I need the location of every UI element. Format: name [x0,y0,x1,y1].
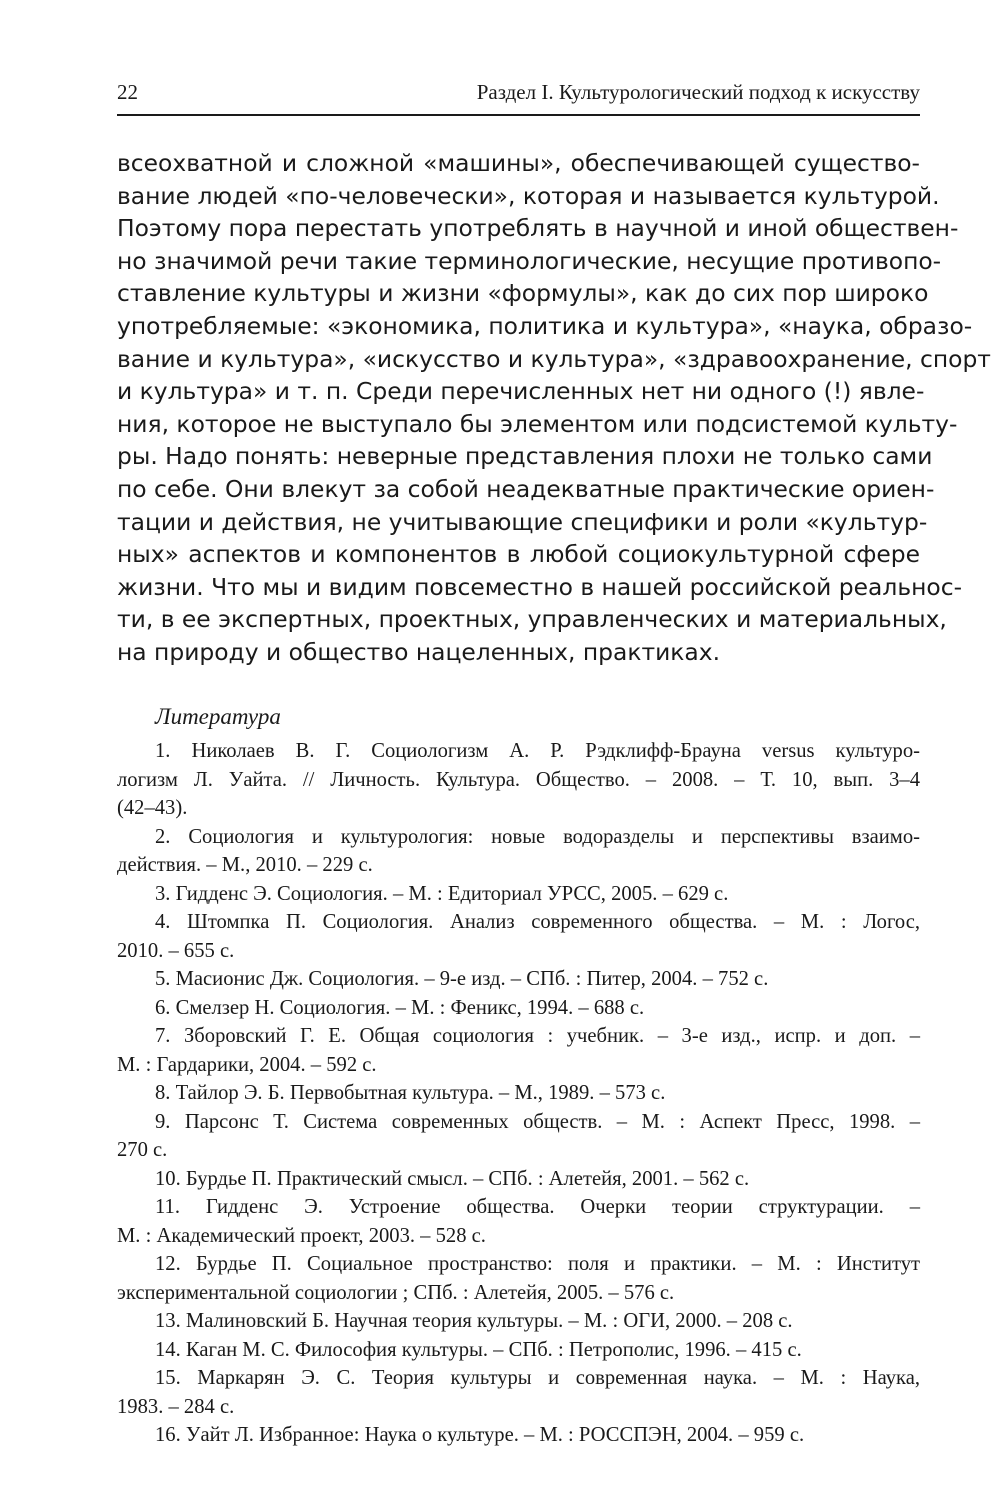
reference-line: 13. Малиновский Б. Научная теория культуры. – М. : ОГИ, 2000. – 208 с. [155,1310,793,1332]
body-line: на природу и общество нацеленных, практиках. [117,637,721,666]
reference-line: 1. Николаев В. Г. Социологизм А. Р. Рэдклифф-Брауна versus культуро- [155,740,920,762]
body-line: ставление культуры и жизни «формулы», как до сих пор широко [117,279,929,308]
reference-line: 15. Маркарян Э. С. Теория культуры и современная наука. – М. : Наука, [155,1367,920,1389]
reference-line: 9. Парсонс Т. Система современных обществ. – М. : Аспект Пресс, 1998. – [155,1110,920,1133]
running-header [117,80,920,116]
reference-line: 2. Социология и культурология: новые водоразделы и перспективы взаимо- [155,825,920,848]
reference-line: 3. Гидденс Э. Социология. – М. : Едиториал УРСС, 2005. – 629 с. [155,882,729,905]
body-line: Поэтому пора перестать употреблять в научной и иной обществен- [117,214,959,243]
body-line: но значимой речи такие терминологические, несущие противопо- [117,246,942,275]
reference-line: 16. Уайт Л. Избранное: Наука о культуре. – М. : РОССПЭН, 2004. – 959 с. [155,1424,805,1446]
reference-line: 12. Бурдье П. Социальное пространство: поля и практики. – М. : Институт [155,1253,920,1275]
reference-line: действия. – М., 2010. – 229 с. [117,854,373,876]
body-line: ти, в ее экспертных, проектных, управленческих и материальных, [117,605,947,634]
body-line: тации и действия, не учитывающие специфики и роли «культур- [117,507,928,536]
reference-line: 270 с. [117,1139,168,1161]
body-line: по себе. Они влекут за собой неадекватные практические ориен- [117,474,935,503]
reference-line: 11. Гидденс Э. Устроение общества. Очерки теории структурации. – [155,1196,920,1218]
reference-line: 6. Смелзер Н. Социология. – М. : Феникс, 1994. – 688 с. [155,996,645,1019]
reference-line: 10. Бурдье П. Практический смысл. – СПб. : Алетейя, 2001. – 562 с. [155,1167,750,1190]
reference-line: 2010. – 655 с. [117,939,235,962]
reference-line: экспериментальной социологии ; СПб. : Алетейя, 2005. – 576 с. [117,1281,675,1304]
reference-list [117,737,920,1450]
body-line: ния, которое не выступало бы элементом или подсистемой культу- [117,409,958,438]
body-paragraph [117,147,991,669]
reference-line: логизм Л. Уайта. // Личность. Культура. Общество. – 2008. – Т. 10, вып. 3–4 [117,768,920,791]
reference-line: 5. Масионис Дж. Социология. – 9-е изд. – СПб. : Питер, 2004. – 752 с. [155,968,769,990]
page-number: 22 [117,80,138,104]
reference-line: 8. Тайлор Э. Б. Первобытная культура. – М., 1989. – 573 с. [155,1082,666,1104]
body-line: всеохватной и сложной «машины», обеспечивающей существо- [117,149,920,177]
section-title: Раздел I. Культурологический подход к искусству [476,80,920,104]
body-line: вание и культура», «искусство и культура», «здравоохранение, спорт [117,344,991,373]
body-line: жизни. Что мы и видим повсеместно в нашей российской реальнос- [117,572,963,601]
body-line: ных» аспектов и компонентов в любой социокультурной сфере [117,540,920,569]
reference-line: 14. Каган М. С. Философия культуры. – СПб. : Петрополис, 1996. – 415 с. [155,1338,802,1361]
reference-line: М. : Академический проект, 2003. – 528 с. [117,1224,486,1247]
reference-line: 4. Штомпка П. Социология. Анализ современного общества. – М. : Логос, [155,911,920,933]
literature-heading: Литература [155,704,281,729]
reference-line: (42–43). [117,797,188,819]
body-line: ры. Надо понять: неверные представления плохи не только сами [117,442,933,471]
reference-line: 1983. – 284 с. [117,1395,235,1418]
body-line: употребляемые: «экономика, политика и культура», «наука, образо- [117,311,973,340]
body-line: и культура» и т. п. Среди перечисленных нет ни одного (!) явле- [117,377,925,406]
reference-line: 7. Зборовский Г. Е. Общая социология : учебник. – 3-е изд., испр. и доп. – [155,1025,920,1047]
body-line: вание людей «по-человечески», которая и называется культурой. [117,181,940,210]
reference-line: М. : Гардарики, 2004. – 592 с. [117,1053,377,1076]
